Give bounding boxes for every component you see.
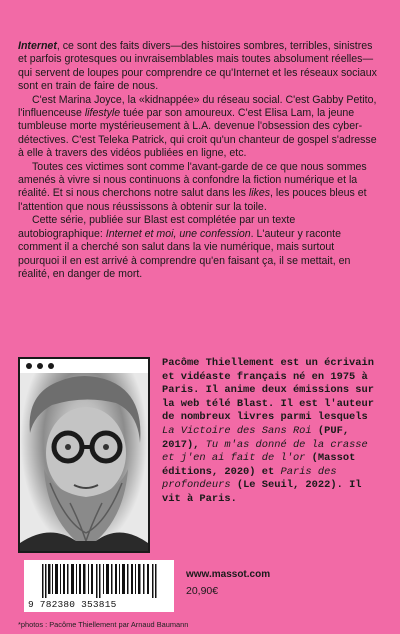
publisher-website: www.massot.com — [186, 569, 271, 580]
blurb-paragraph-3 — [18, 161, 378, 215]
window-dot-icon — [26, 363, 32, 369]
blurb-p1-text: , ce sont des faits divers—des histoires sombres, terribles, sinistres et parfois grotesques ou invraisemblables mais toutes absolument réelles—qui servent de loupes pour comprendre ce qu'Internet et les réseaux sociaux sont en train de faire de nous. — [18, 40, 377, 93]
blurb-paragraph-4 — [18, 214, 378, 281]
blurb-p4-text-b: . L'auteur y raconte comment il a cherché son salut dans la vie numérique, mais surtout pourquoi il en est arrivé à comprendre qu'en faisant ça, il se mettait, en réalité, en danger de mort. — [18, 227, 351, 280]
blurb-p3-likes: likes — [248, 187, 271, 200]
author-bio — [162, 357, 384, 507]
author-photo — [20, 373, 148, 551]
blurb-p2-lifestyle: lifestyle — [84, 107, 121, 120]
blurb-p3-text-a: Toutes ces victimes sont comme l'avant-garde de ce que nous sommes amenés à vivre si nous continuons à confondre la fiction numérique et la réalité. Et si nous cherchons notre salut dans les — [18, 160, 367, 200]
bio-pub-2: (Massot éditions, 2020) et — [162, 452, 356, 478]
window-dot-icon — [48, 363, 54, 369]
photo-credit: *photos : Pacôme Thiellement par Arnaud Baumann — [18, 620, 189, 629]
bio-book-3: Paris des profondeurs — [162, 465, 337, 492]
blurb-paragraph-1 — [18, 40, 378, 94]
back-cover-blurb — [18, 40, 378, 281]
blurb-p4-title: Internet et moi, une confession — [105, 227, 251, 240]
blurb-p3-text-b: , les pouces bleus et l'attention que nous réussissons à obtenir sur la toile. — [18, 187, 367, 213]
blurb-p2-text-b: tuée par son amoureux. C'est Elisa Lam, la jeune tumbleuse morte mystérieusement à L.A. devenue l'obsession des cyber-détectives. C'est Teleka Patrick, qui croit qu'un chanteur de gospel s'adresse à elle à travers des vidéos publiées en ligne, etc. — [18, 107, 377, 160]
bio-text-a: Pacôme Thiellement est un écrivain et vidéaste français né en 1975 à Paris. Il anime deux émissions sur la web télé Blast. Il est l'auteur de nombreux livres parmi lesquels — [162, 357, 375, 424]
isbn-barcode — [24, 560, 174, 612]
book-price: 20,90€ — [186, 585, 219, 597]
bio-pub-1: (PUF, 2017), — [162, 424, 350, 451]
author-portrait-illustration — [20, 373, 148, 553]
author-photo-window — [18, 357, 150, 553]
bio-book-2: Tu m'as donné de la crasse et j'en ai fait de l'or — [162, 438, 368, 465]
blurb-p2-text-a: C'est Marina Joyce, la «kidnappée» du réseau social. C'est Gabby Petito, l'influenceuse — [18, 93, 377, 120]
isbn-digits: 9 782380 353815 — [28, 599, 117, 610]
bio-pub-3: (Le Seuil, 2022). Il vit à Paris. — [162, 479, 362, 505]
window-dot-icon — [37, 363, 43, 369]
barcode-icon — [42, 564, 160, 598]
blurb-paragraph-2 — [18, 94, 378, 161]
blurb-p4-text-a: Cette série, publiée sur Blast est complétée par un texte autobiographique: — [18, 214, 296, 240]
bio-book-1: La Victoire des Sans Roi — [162, 424, 312, 437]
blurb-term-internet: Internet — [18, 40, 57, 52]
